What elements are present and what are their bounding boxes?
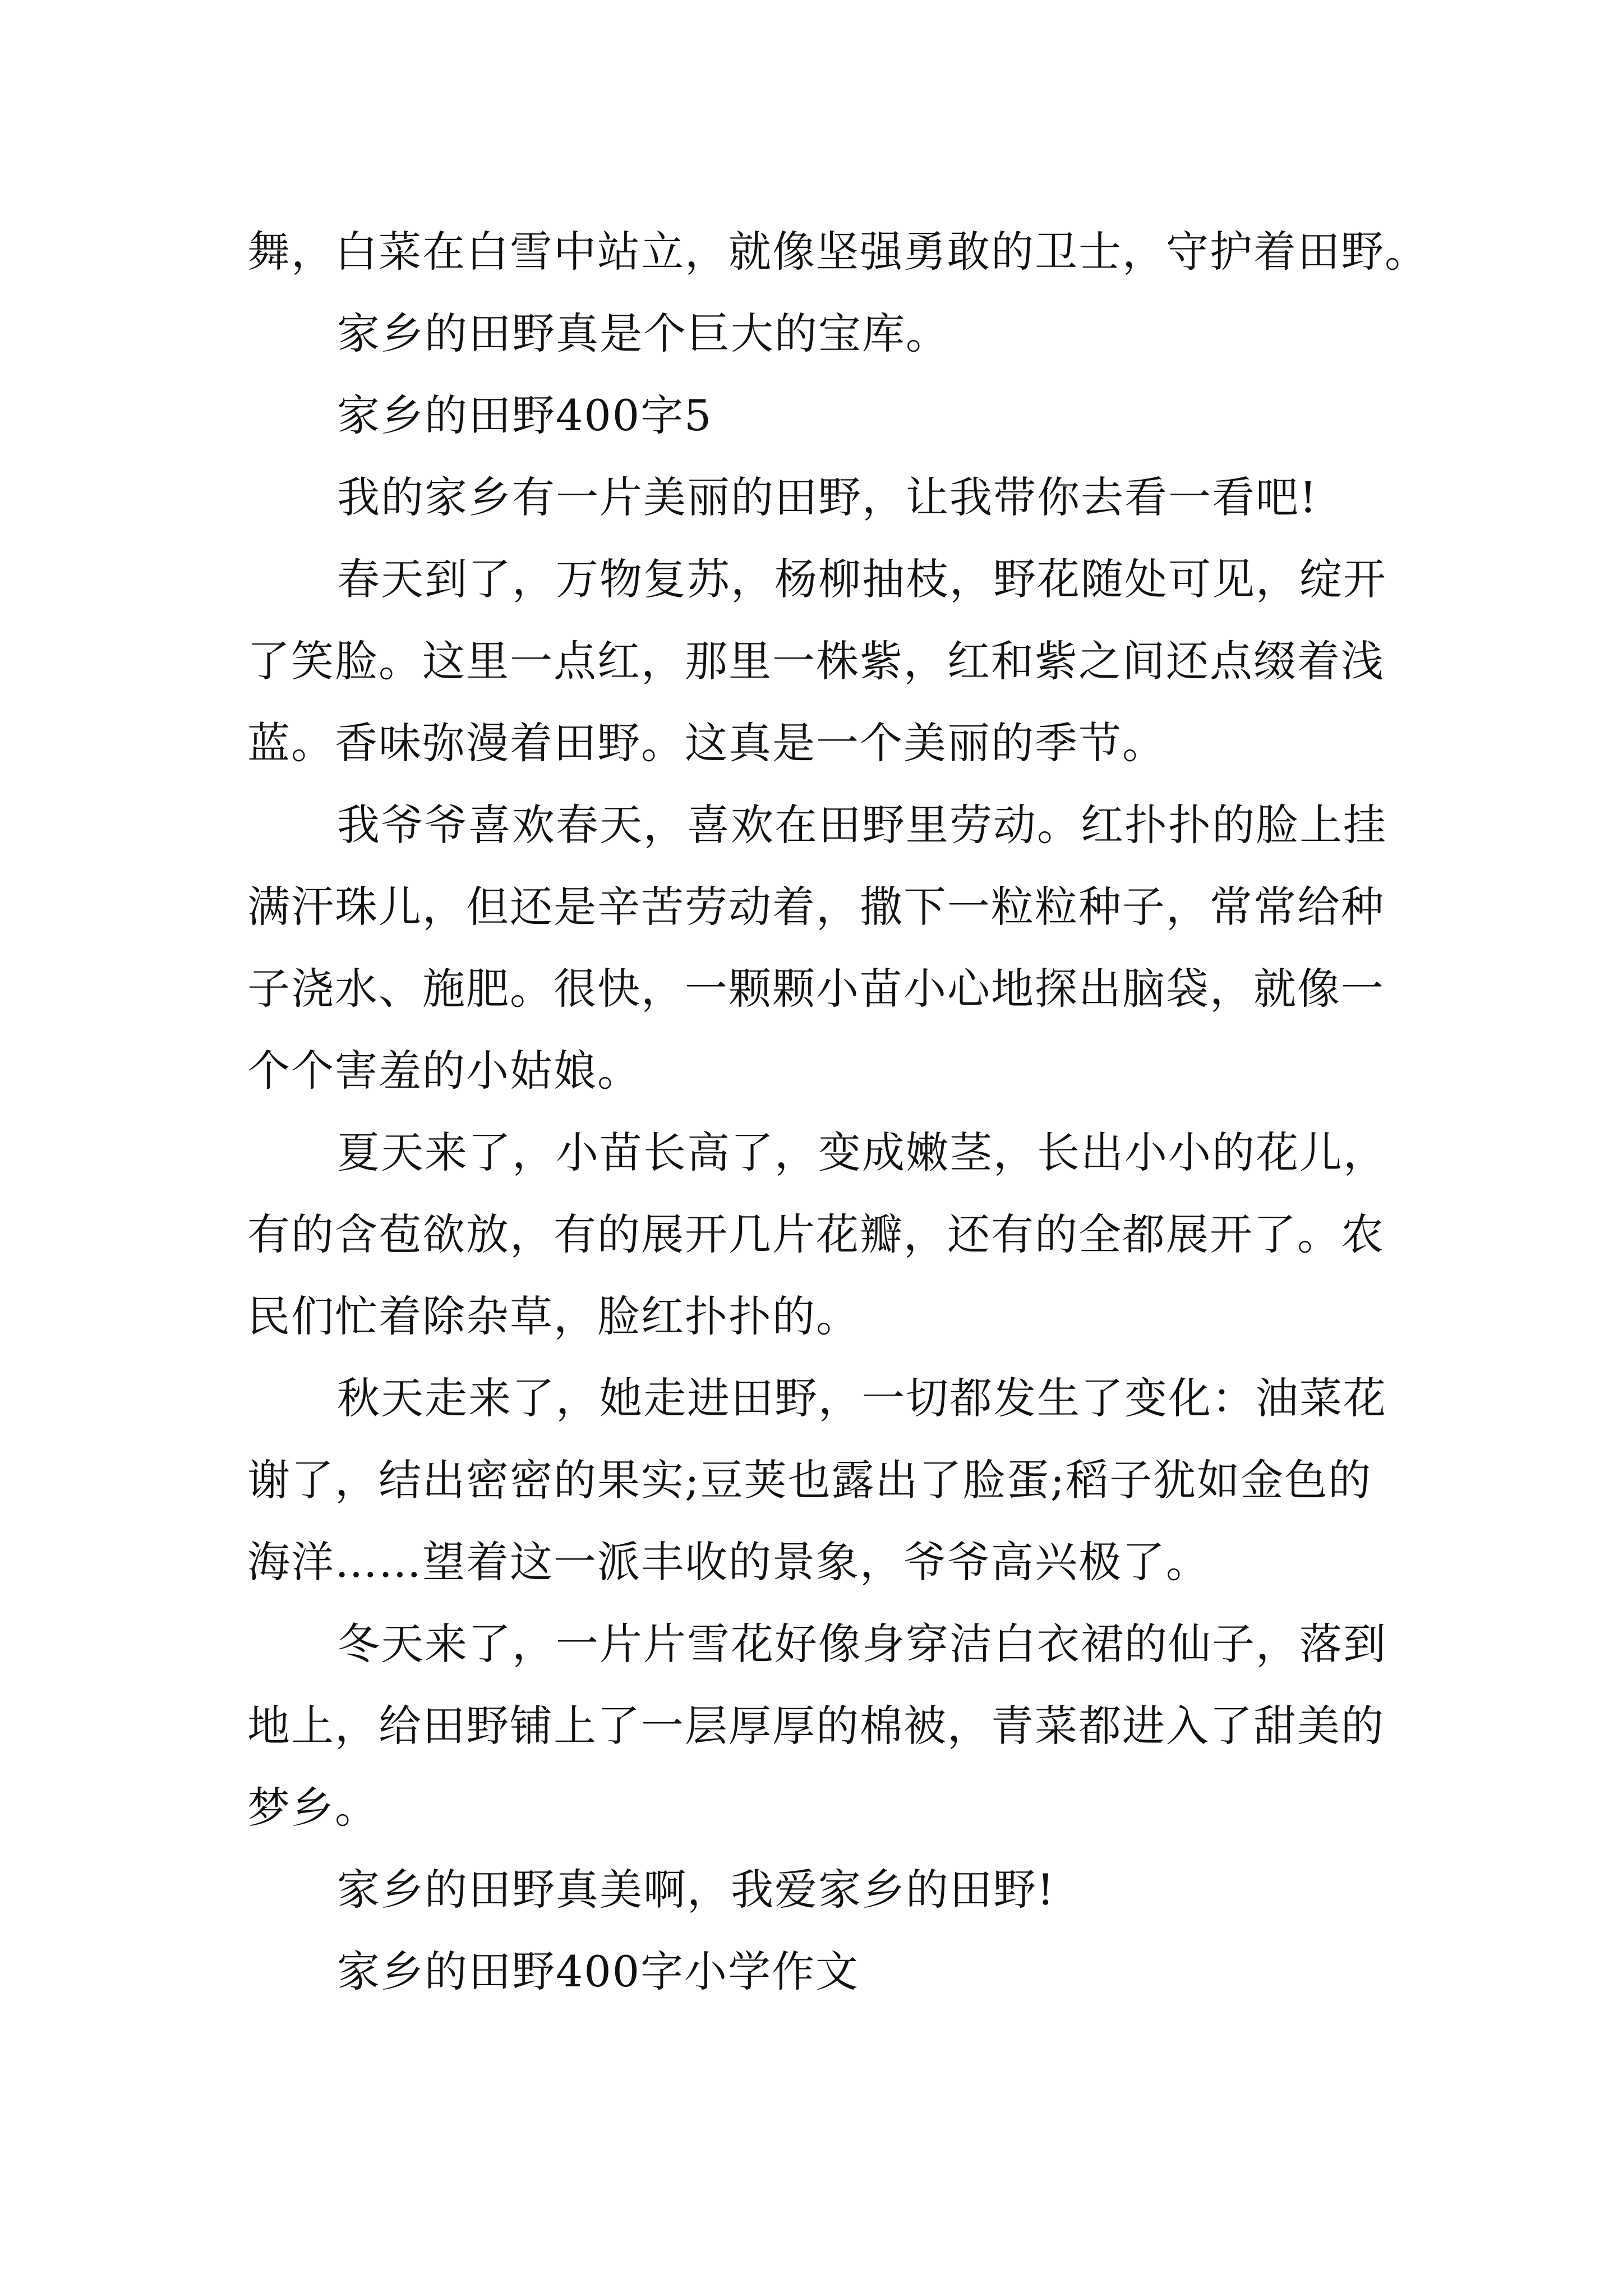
section-heading: 家乡的田野400字5 — [337, 390, 713, 440]
text-line: 我的家乡有一片美丽的田野，让我带你去看一看吧! — [337, 472, 1318, 522]
text-line: 秋天走来了，她走进田野，一切都发生了变化：油菜花 — [337, 1373, 1387, 1423]
text-line: 冬天来了，一片片雪花好像身穿洁白衣裙的仙子，落到 — [337, 1619, 1387, 1669]
text-line: 满汗珠儿，但还是辛苦劳动着，撒下一粒粒种子，常常给种 — [247, 882, 1385, 932]
section-heading: 家乡的田野400字小学作文 — [337, 1947, 860, 1996]
text-line: 我爷爷喜欢春天，喜欢在田野里劳动。红扑扑的脸上挂 — [337, 800, 1387, 850]
text-line: 子浇水、施肥。很快，一颗颗小苗小心地探出脑袋，就像一 — [247, 964, 1385, 1014]
text-line: 家乡的田野真美啊，我爱家乡的田野! — [337, 1865, 1055, 1915]
text-line: 夏天来了，小苗长高了，变成嫩茎，长出小小的花儿， — [337, 1128, 1387, 1177]
text-line: 民们忙着除杂草，脸红扑扑的。 — [247, 1291, 860, 1341]
text-line: 了笑脸。这里一点红，那里一株紫，红和紫之间还点缀着浅 — [247, 636, 1385, 686]
text-line: 梦乡。 — [247, 1783, 379, 1833]
text-line: 谢了，结出密密的果实;豆荚也露出了脸蛋;稻子犹如金色的 — [247, 1455, 1372, 1505]
text-line: 蓝。香味弥漫着田野。这真是一个美丽的季节。 — [247, 718, 1166, 768]
document-body — [247, 211, 1428, 2013]
text-line: 个个害羞的小姑娘。 — [247, 1046, 641, 1096]
text-line: 舞，白菜在白雪中站立，就像坚强勇敢的卫士，守护着田野。 — [247, 227, 1428, 277]
text-line: 海洋……望着这一派丰收的景象，爷爷高兴极了。 — [247, 1537, 1210, 1587]
text-line: 春天到了，万物复苏，杨柳抽枝，野花随处可见，绽开 — [337, 554, 1387, 604]
text-line: 地上，给田野铺上了一层厚厚的棉被，青菜都进入了甜美的 — [247, 1701, 1385, 1751]
text-line: 有的含苞欲放，有的展开几片花瓣，还有的全都展开了。农 — [247, 1209, 1385, 1259]
text-line: 家乡的田野真是个巨大的宝库。 — [337, 309, 949, 358]
